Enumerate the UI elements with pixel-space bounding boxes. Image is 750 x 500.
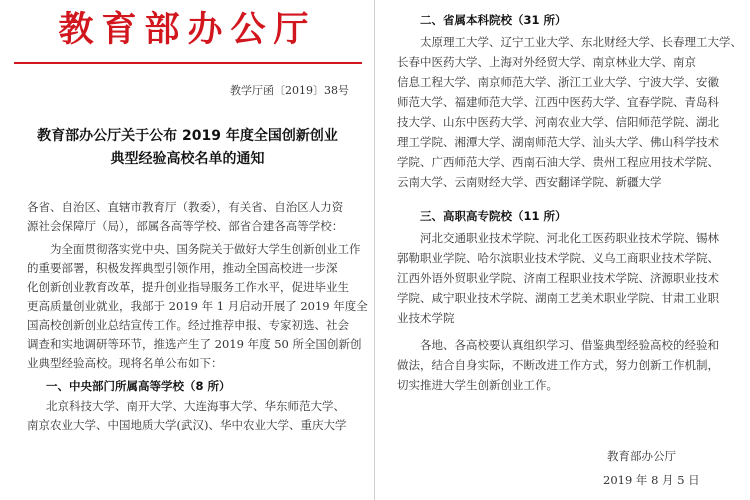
body-line: 调查和实地调研等环节，推选产生了 2019 年度 50 所全国创新创 <box>27 337 362 351</box>
university-list-line: 信息工程大学、南京师范大学、浙江工业大学、宁波大学、安徽 <box>397 75 719 89</box>
body-line: 业典型经验高校。现将名单公布如下： <box>27 356 223 370</box>
college-list-line: 河北交通职业技术学院、河北化工医药职业技术学院、锡林 <box>420 231 719 245</box>
notice-title-line-1: 教育部办公厅关于公布 2019 年度全国创新创业 <box>37 128 338 144</box>
body-line: 化创新创业教育改革，提升创业指导服务工作水平，促进毕业生 <box>27 280 349 294</box>
university-list-line: 北京科技大学、南开大学、大连海事大学、华东师范大学、 <box>46 399 345 413</box>
university-list-line: 云南大学、云南财经大学、西安翻译学院、新疆大学 <box>397 175 662 189</box>
body-line: 国高校创新创业总结宣传工作。经过推荐申报、专家初选、社会 <box>27 318 349 332</box>
university-list-line: 长春中医药大学、上海对外经贸大学、南京林业大学、南京 <box>397 55 696 69</box>
university-list-line: 师范大学、福建师范大学、江西中医药大学、宜春学院、青岛科 <box>397 95 719 109</box>
college-list-line: 学院、咸宁职业技术学院、湖南工艺美术职业学院、甘肃工业职 <box>397 291 719 305</box>
right-page <box>375 0 750 500</box>
university-list-line: 南京农业大学、中国地质大学(武汉)、华中农业大学、重庆大学 <box>27 418 347 432</box>
signature-date: 2019 年 8 月 5 日 <box>603 473 700 487</box>
section-heading-vocational: 三、高职高专院校（11 所） <box>420 209 567 223</box>
document-number: 教学厅函〔2019〕38号 <box>230 84 349 97</box>
notice-title-line-2: 典型经验高校名单的通知 <box>110 151 265 167</box>
closing-line: 做法，结合自身实际，不断改进工作方式，努力创新工作机制， <box>397 358 719 372</box>
body-line: 的重要部署，积极发挥典型引领作用，推动全国高校进一步深 <box>27 261 338 275</box>
signature-org: 教育部办公厅 <box>607 449 676 463</box>
university-list-line: 学院、广西师范大学、西南石油大学、贵州工程应用技术学院、 <box>397 155 719 169</box>
college-list-line: 业技术学院 <box>397 311 455 325</box>
body-line: 为全面贯彻落实党中央、国务院关于做好大学生创新创业工作 <box>50 242 361 256</box>
university-list-line: 理工学院、湘潭大学、湖南师范大学、汕头大学、佛山科学技术 <box>397 135 719 149</box>
closing-line: 各地、各高校要认真组织学习、借鉴典型经验高校的经验和 <box>420 338 719 352</box>
red-header-title: 教育部办公厅 <box>58 9 317 50</box>
red-header-rule <box>14 62 362 64</box>
college-list-line: 郭勒职业学院、哈尔滨职业技术学院、义乌工商职业技术学院、 <box>397 251 719 265</box>
body-line: 更高质量创业就业，我部于 2019 年 1 月启动开展了 2019 年度全 <box>27 299 368 313</box>
closing-line: 切实推进大学生创新创业工作。 <box>397 378 558 392</box>
university-list-line: 技大学、山东中医药大学、河南农业大学、信阳师范学院、湖北 <box>397 115 719 129</box>
university-list-line: 太原理工大学、辽宁工业大学、东北财经大学、长春理工大学、 <box>420 35 742 49</box>
section-heading-provincial: 二、省属本科院校（31 所） <box>420 13 567 27</box>
college-list-line: 江西外语外贸职业学院、济南工程职业技术学院、济源职业技术 <box>397 271 719 285</box>
addressee-line: 各省、自治区、直辖市教育厅（教委），有关省、自治区人力资 <box>27 200 344 214</box>
section-heading-central: 一、中央部门所属高等学校（8 所） <box>46 379 231 393</box>
addressee-line: 源社会保障厅（局），部属各高等学校、部省合建各高等学校： <box>27 219 344 233</box>
